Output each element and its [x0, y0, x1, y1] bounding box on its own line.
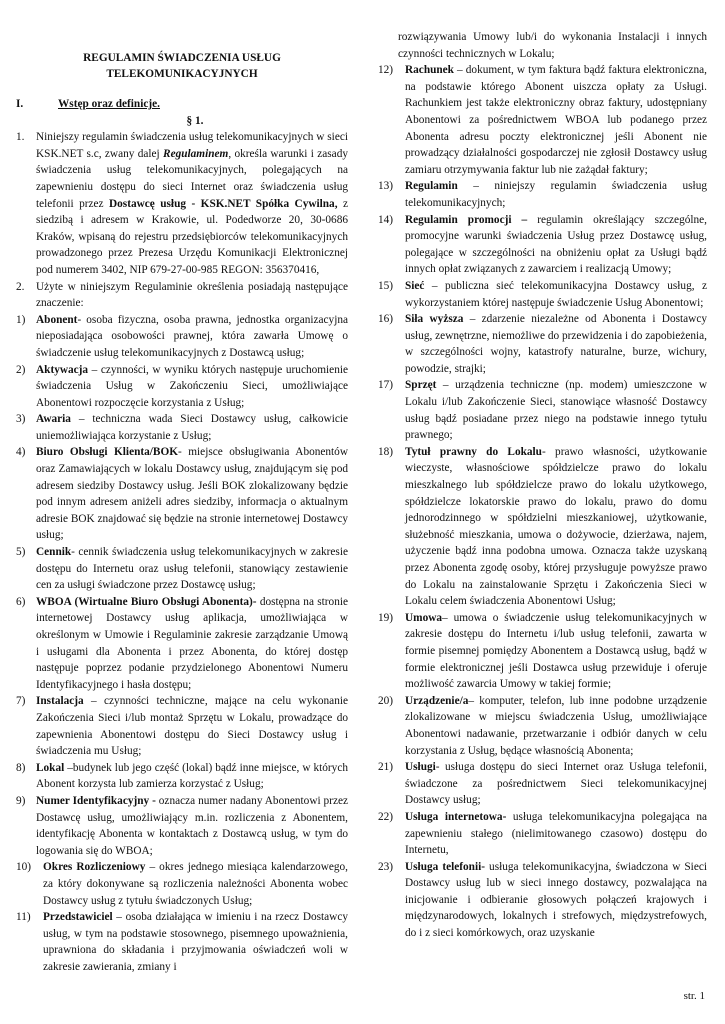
definition-item	[16, 594, 348, 694]
definition-item	[378, 859, 707, 942]
definition-item	[16, 411, 348, 444]
definition-item	[16, 544, 348, 594]
definition-term: Instalacja	[36, 695, 84, 708]
clause-2	[16, 279, 348, 312]
definition-term: Lokal	[36, 761, 65, 774]
definition-item	[16, 760, 348, 793]
definition-term: Okres Rozliczeniowy	[43, 861, 146, 874]
clause-number: 1.	[16, 131, 25, 144]
definition-text	[405, 859, 707, 942]
definition-body: regulamin określający szczególne, promocyjne warunki świadczenia Usług przez Dostawcę usług, polegające w szczególności na obniżeniu opłat za Usługi bądź innych opłat związanych z zawarciem i realizacją Umowy;	[405, 213, 707, 276]
clause-text-term: Regulaminem	[163, 147, 229, 160]
definition-item	[378, 809, 707, 859]
definition-item	[378, 610, 707, 693]
clause-text	[36, 129, 348, 278]
definition-text	[405, 212, 707, 278]
definition-number: 10)	[16, 861, 32, 874]
left-column	[16, 50, 348, 975]
definition-number: 22)	[378, 810, 394, 823]
definition-body: - osoba fizyczna, osoba prawna, jednostka organizacyjna nieposiadająca osobowości prawnej, która zawarła Umowę o świadczenie usług telekomunikacyjnych z Dostawcą usług;	[36, 313, 348, 359]
definition-number: 20)	[378, 694, 394, 707]
definition-item	[16, 693, 348, 759]
definition-body: – urządzenia techniczne (np. modem) umieszczone w Lokalu i/lub Zakończenie Sieci, stanowiące własność Dostawcy usług bądź posiadane przez niego na podstawie innego tytułu prawnego;	[405, 379, 707, 442]
definition-text	[405, 444, 707, 610]
definition-item	[16, 362, 348, 412]
definition-body: – niniejszy regulamin świadczenia usług telekomunikacyjnych;	[405, 180, 707, 209]
definition-item	[378, 278, 707, 311]
definition-term: Umowa	[405, 611, 443, 624]
definition-term: Rachunek	[405, 64, 454, 77]
definition-body: usługa telekomunikacyjna polegająca na zapewnieniu stałego (nielimitowanego czasowo) dostępu do Internetu,	[405, 810, 707, 857]
definition-body: – czynności, w wyniku których następuje uruchomienie świadczenia Usług w Zakończeniu Sieci, umożliwiające Abonentowi rozpoczęcie korzystania z Usług;	[36, 363, 348, 409]
definition-item	[16, 793, 348, 859]
definition-term: Cennik	[36, 546, 72, 559]
clause-number: 2.	[16, 280, 25, 293]
definition-body: - cennik świadczenia usług telekomunikacyjnych w zakresie dostępu do Internetu oraz usług telefonii, stanowiący zestawienie cen za usługi świadczone przez Dostawcę usług;	[36, 546, 348, 592]
definition-item	[16, 859, 348, 909]
definition-item	[378, 62, 707, 178]
definition-item	[16, 909, 348, 975]
definition-number: 23)	[378, 860, 394, 873]
definition-number: 14)	[378, 213, 394, 226]
definition-number: 17)	[378, 379, 394, 392]
definition-body: dostępna na stronie internetowej Dostawcy usług aplikacja, umożliwiająca w określonym w Umowie i Regulaminie zakresie zarządzanie Umową i usługami dla Abonenta i przez Abonenta, do której dostęp następuje poprzez podanie przydzielonego Abonentowi Numeru Identyfikacyjnego i hasła dostępu;	[36, 595, 348, 691]
definition-number: 6)	[16, 595, 26, 608]
definition-number: 16)	[378, 313, 394, 326]
definition-item	[378, 377, 707, 443]
definition-item	[378, 693, 707, 759]
paragraph-number: § 1.	[186, 114, 204, 127]
definition-text	[405, 178, 707, 211]
definition-text	[405, 278, 707, 311]
definition-body: –budynek lub jego część (lokal) bądź inne miejsce, w których Abonent korzysta lub zamierza korzystać z Usług;	[36, 761, 348, 791]
definition-text	[405, 759, 707, 809]
definition-text	[405, 62, 707, 178]
definitions-list-right	[378, 62, 707, 941]
definition-text	[36, 312, 348, 362]
definition-term: Regulamin	[405, 180, 458, 193]
definition-number: 13)	[378, 180, 394, 193]
definition-number: 18)	[378, 445, 394, 458]
definition-term: WBOA (Wirtualne Biuro Obsługi Abonenta)-	[36, 595, 257, 608]
definition-number: 5)	[16, 546, 26, 559]
definition-item	[378, 212, 707, 278]
definition-item	[378, 444, 707, 610]
definition-text	[36, 544, 348, 594]
definition-number: 8)	[16, 761, 26, 774]
definition-number: 1)	[16, 313, 26, 326]
definition-item	[378, 178, 707, 211]
definition-body: oznacza numer nadany Abonentowi przez Dostawcę usług, umożliwiający m.in. rozliczenia z Abonentem, identyfikację Abonenta w kontaktach z Dostawcą usług, w tym do logowania się do WBOA;	[36, 794, 348, 857]
definition-text	[405, 311, 707, 377]
definition-text	[36, 411, 348, 444]
definition-term: Usługa internetowa-	[405, 810, 507, 823]
clause-text-part: z siedzibą i adresem w Krakowie, ul. Podedworze 20, 30-0686 Kraków, wpisaną do rejestru przedsiębiorców telekomunikacyjnych prowadzonego przez Prezesa Urzędu Komunikacji Elektronicznej pod numerem 3402, NIP 679-27-00-985 REGON: 356370416,	[36, 197, 349, 276]
section-number: I.	[16, 98, 24, 110]
definition-body: – techniczna wada Sieci Dostawcy usług, całkowicie uniemożliwiająca korzystanie z Usług;	[36, 413, 348, 442]
definition-text	[36, 444, 348, 544]
definitions-list-left	[16, 312, 348, 976]
definition-item	[378, 311, 707, 377]
definition-term: Awaria	[36, 413, 71, 426]
definition-body: usługa telekomunikacyjna, świadczona w Sieci Dostawcy usług lub w sieci innego dostawcy, pozwalająca na inicjowanie i odbieranie głosowych połączeń krajowych i międzynarodowych, lokalnych i strefowych, międzystrefowych, do i z sieci komórkowych, oraz uzyskanie	[405, 860, 707, 940]
definition-term: Sieć	[405, 279, 425, 292]
definition-text	[36, 760, 348, 793]
definition-item	[16, 312, 348, 362]
section-heading	[16, 96, 348, 113]
document-title-line1: REGULAMIN ŚWIADCZENIA USŁUG	[83, 52, 281, 64]
definition-body: – publiczna sieć telekomunikacyjna Dostawcy usług, z wykorzystaniem której następuje świadczenie Usług Abonentowi;	[405, 279, 707, 309]
definition-item	[16, 444, 348, 544]
clause-text-part: Niniejszy regulamin świadczenia usług telekomunikacyjnych w sieci KSK.NET s.c, zwany dalej	[36, 131, 348, 160]
definition-body: – umowa o świadczenie usług telekomunikacyjnych w zakresie dostępu do Internetu i/lub usług telefonii, zawarta w formie pisemnej pomiędzy Abonentem a Dostawcą usług, bądź w formie elektronicznej jeśli Dostawca usług przewiduje i oferuje możliwość zawarcia Umowy w takiej formie;	[405, 611, 707, 691]
clause-1	[16, 129, 348, 278]
definition-body: – osoba działająca w imieniu i na rzecz Dostawcy usług, w tym na podstawie stosownego, pisemnego upoważnienia, uprawniona do składania i przyjmowania oświadczeń woli w zakresie zawierania, zmiany i	[43, 911, 348, 973]
definition-text	[36, 594, 348, 694]
definition-item	[378, 759, 707, 809]
definition-term: Regulamin promocji –	[405, 213, 528, 226]
definition-term: Usługa telefonii-	[405, 860, 485, 873]
definition-term: Usługi	[405, 761, 436, 774]
definition-number: 3)	[16, 413, 26, 426]
definition-body: – dokument, w tym faktura bądź faktura elektroniczna, na podstawie którego Abonent uiszcza opłaty za Usługi. Rachunkiem jest także elektroniczny obraz faktury, udostępniany Abonentowi za pośrednictwem WBOA lub podanego przez Abonenta adresu poczty elektronicznej jeśli Abonent nie prowadzący działalności gospodarczej nie zgłosił Dostawcy usług zamiaru otrzymywania faktur lub nie zażądał faktury;	[405, 64, 707, 176]
definition-number: 12)	[378, 64, 394, 77]
definition-text	[405, 809, 707, 859]
definition-number: 15)	[378, 279, 394, 292]
definition-text	[405, 610, 707, 693]
definition-term: Siła wyższa	[405, 313, 464, 326]
definition-body: - miejsce obsługiwania Abonentów oraz Zamawiających w lokalu Dostawcy usług, znajdującym się pod adresem siedziby Dostawcy usług. Jeśli BOK zlokalizowany będzie pod innym adresem aniżeli adres siedziby, informacja o aktualnym adresie BOK znajdować się będzie na stronie internetowej Dostawcy usług;	[36, 446, 348, 542]
definition-number: 7)	[16, 695, 26, 708]
definition-text	[36, 693, 348, 759]
definition-number: 2)	[16, 363, 26, 376]
definition-continuation: rozwiązywania Umowy lub/i do wykonania Instalacji i innych czynności technicznych w Lokalu;	[398, 31, 707, 60]
definition-term: Urządzenie/a	[405, 694, 469, 707]
definition-number: 21)	[378, 761, 394, 774]
definition-number: 11)	[16, 911, 31, 924]
definition-text	[43, 859, 348, 909]
definition-body: – okres jednego miesiąca kalendarzowego, za który dokonywane są rozliczenia należności Abonenta wobec Dostawcy usług z tytułu świadczonych Usług;	[43, 861, 348, 907]
definition-body: – zdarzenie niezależne od Abonenta i Dostawcy usług, zewnętrzne, niemożliwe do przewidzenia i do zapobieżenia, w szczególności wojny, katastrofy naturalne, burze, wichury, powodzie, strajki;	[405, 313, 707, 375]
definition-term: Aktywacja	[36, 363, 89, 376]
clause-text-provider: Dostawcę usług - KSK.NET Spółka Cywilna,	[109, 197, 338, 210]
definition-text	[405, 693, 707, 759]
section-label: Wstęp oraz definicje.	[58, 98, 160, 110]
document-title-line2: TELEKOMUNIKACYJNYCH	[106, 68, 258, 80]
definition-body: – komputer, telefon, lub inne podobne urządzenie zlokalizowane w miejscu świadczenia Usług, umożliwiające Abonentowi nadawanie, przetwarzanie i odbiór danych w celu korzystania z Usług, będące własnością Abonenta;	[405, 694, 707, 757]
definition-term: Tytuł prawny do Lokalu	[405, 445, 542, 458]
definition-term: Abonent	[36, 313, 78, 326]
clause-text-part: , określa warunki i zasady świadczenia usług telekomunikacyjnych, polegających na zapewnieniu dostępu do sieci Internet oraz świadczenia usług telefonii przez	[36, 147, 348, 210]
definition-number: 4)	[16, 446, 26, 459]
definition-text	[43, 909, 348, 975]
definition-number: 19)	[378, 611, 394, 624]
definition-term: Sprzęt	[405, 379, 437, 392]
definition-term: Przedstawiciel	[43, 911, 113, 924]
page-number: str. 1	[683, 990, 705, 1002]
definition-term: Numer Identyfikacyjny -	[36, 794, 156, 807]
clause-text: Użyte w niniejszym Regulaminie określenia posiadają następujące znaczenie:	[36, 280, 348, 310]
right-column	[378, 29, 707, 942]
definition-text	[405, 377, 707, 443]
definition-text	[36, 362, 348, 412]
definition-term: Biuro Obsługi Klienta/BOK	[36, 446, 179, 459]
definition-number: 9)	[16, 794, 26, 807]
definition-body: – czynności techniczne, mające na celu wykonanie Zakończenia Sieci i/lub montaż Sprzętu w Lokalu, prowadzące do zapewnienia Abonentowi dostępu do Sieci Dostawcy usług i świadczenia mu Usług;	[36, 695, 348, 758]
definition-text	[36, 793, 348, 859]
definition-body: - prawo własności, użytkowanie wieczyste, własnościowe spółdzielcze prawo do lokalu mieszkalnego lub spółdzielcze prawo do lokalu użytkowego, spółdzielcze lokatorskie prawo do lokalu, prawo do domu jednorodzinnego w spółdzielni mieszkaniowej, użytkowanie, służebność mieszkania, umowa o dożywocie, dzierżawa, najem, użyczenie bądź inna podobna umowa. Oznacza także uzyskaną przez Abonenta zgodę osoby, której przysługuje powyższe prawo do Lokalu na zainstalowanie Sprzętu i Zakończenia Sieci w Lokalu celem świadczenia Abonentowi Usług;	[405, 445, 707, 608]
definition-body: - usługa dostępu do sieci Internet oraz Usługa telefonii, świadczone za pośrednictwem Sieci telekomunikacyjnej Dostawcy usług;	[405, 761, 707, 807]
